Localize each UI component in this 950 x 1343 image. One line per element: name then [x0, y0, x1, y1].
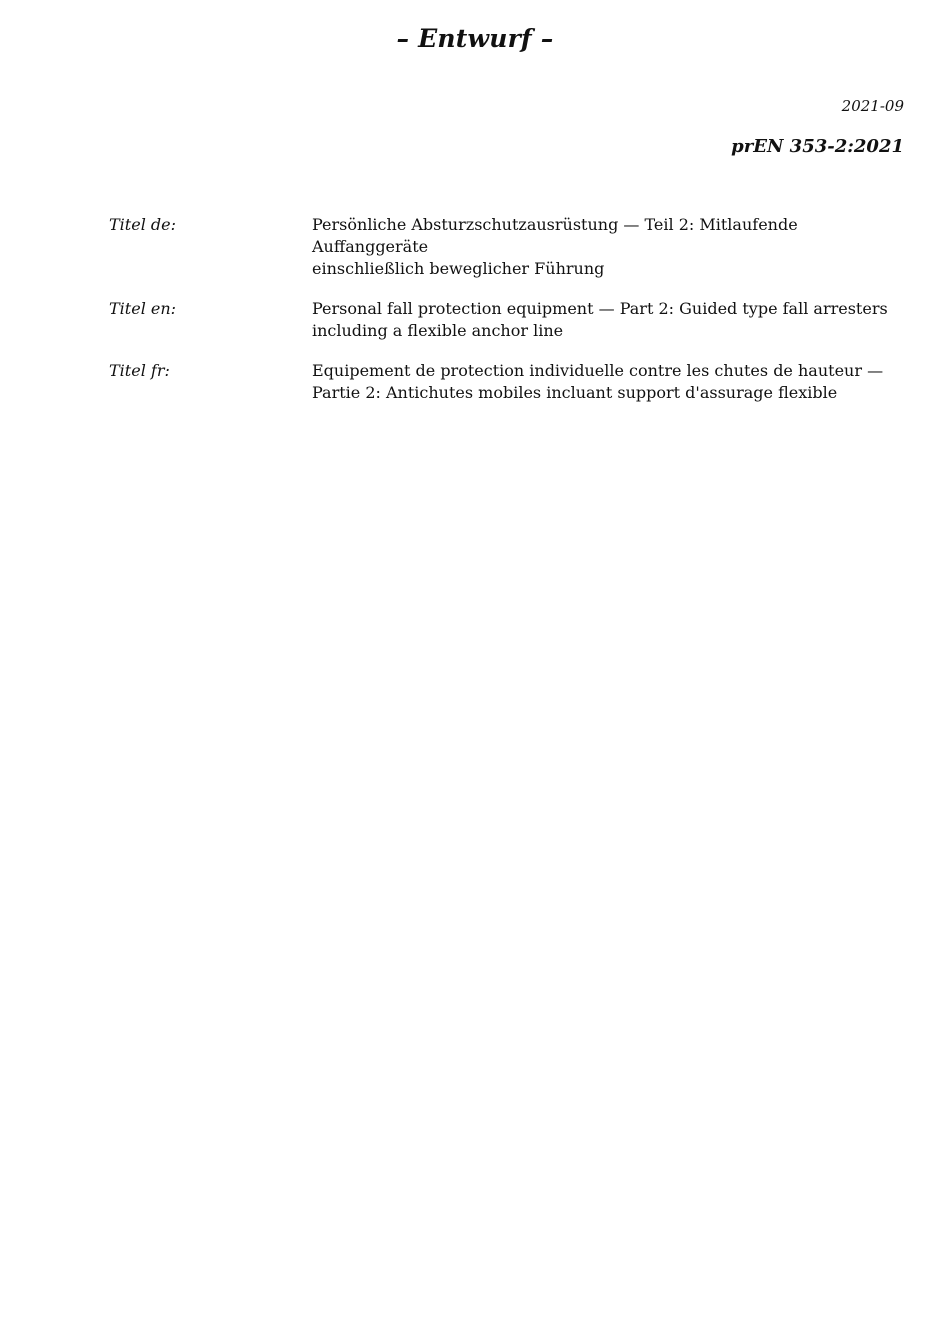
document-date: 2021-09: [841, 97, 904, 115]
title-text-en-line1: Personal fall protection equipment — Part 2: Guided type fall arresters: [312, 299, 888, 318]
title-text-en-line2: including a flexible anchor line: [312, 321, 564, 340]
title-row-fr: [109, 360, 909, 404]
document-number: prEN 353-2:2021: [731, 136, 904, 157]
title-text-fr-line1: Equipement de protection individuelle contre les chutes de hauteur —: [312, 361, 884, 380]
title-text-fr-line2: Partie 2: Antichutes mobiles incluant support d'assurage flexible: [312, 383, 838, 402]
title-text-de: [312, 214, 909, 280]
title-label-fr: Titel fr:: [109, 361, 170, 380]
title-label-en: Titel en:: [109, 299, 177, 318]
title-text-fr: [312, 360, 909, 404]
title-text-de-line2: einschließlich beweglicher Führung: [312, 259, 605, 278]
title-text-de-line1: Persönliche Absturzschutzausrüstung — Teil 2: Mitlaufende Auffanggeräte: [312, 215, 798, 256]
titles-table: [109, 214, 909, 422]
title-text-en: [312, 298, 909, 342]
title-row-en: [109, 298, 909, 342]
title-row-de: [109, 214, 909, 280]
title-label-de: Titel de:: [109, 215, 176, 234]
draft-heading: – Entwurf –: [396, 24, 554, 53]
